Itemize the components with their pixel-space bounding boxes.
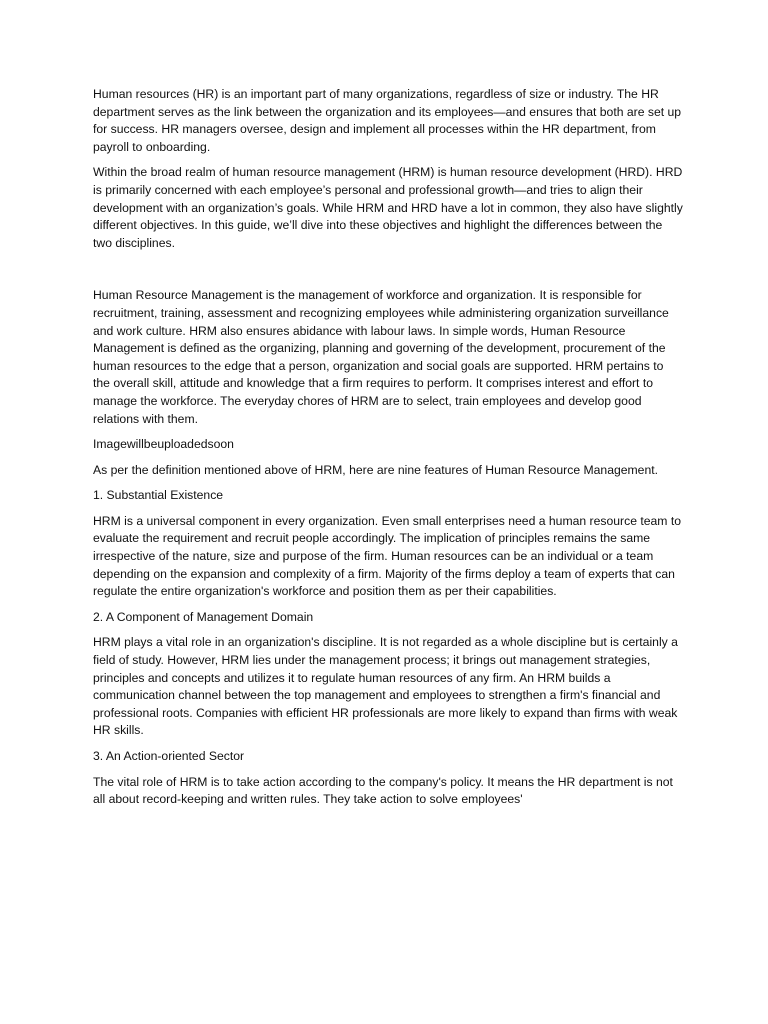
- paragraph-hrd-intro: Within the broad realm of human resource management (HRM) is human resource development (HRD). HRD is primarily concerned with each employee’s personal and professional growth—and tries to align their development with an organization’s goals. While HRM and HRD have a lot in common, they also have slightly different objectives. In this guide, we’ll dive into these objectives and highlight the differences between the two disciplines.: [93, 165, 683, 250]
- paragraph-hr-intro: Human resources (HR) is an important part of many organizations, regardless of size or industry. The HR department serves as the link between the organization and its employees—and ensures that both are set up for success. HR managers oversee, design and implement all processes within the HR department, from payroll to onboarding.: [93, 87, 682, 154]
- paragraph-hrm-definition: Human Resource Management is the management of workforce and organization. It is responsible for recruitment, training, assessment and recognizing employees while administering organization surveillance and work culture. HRM also ensures abidance with labour laws. In simple words, Human Resource Management is defined as the organizing, planning and governing of the development, procurement of the human resources to the edge that a person, organization and social goals are supported. HRM pertains to the overall skill, attitude and knowledge that a firm requires to perform. It comprises interest and effort to manage the workforce. The everyday chores of HRM are to select, train employees and develop good relations with them.: [93, 288, 669, 426]
- paragraph-substantial-existence: HRM is a universal component in every organization. Even small enterprises need a human resource team to evaluate the requirement and recruit people accordingly. The implication of principles remains the same irrespective of the nature, size and purpose of the firm. Human resources can be an individual or a team depending on the expansion and complexity of a firm. Majority of the firms deploy a team of experts that can regulate the entire organization's workforce and position them as per their capabilities.: [93, 513, 681, 599]
- heading-action-oriented: 3. An Action-oriented Sector: [93, 749, 245, 763]
- spacer: [93, 260, 683, 287]
- document-body: [93, 86, 683, 817]
- paragraph-features-intro: As per the definition mentioned above of HRM, here are nine features of Human Resource Management.: [93, 462, 659, 477]
- image-placeholder-text: Imagewillbeuploadedsoon: [93, 437, 234, 452]
- paragraph-management-domain: HRM plays a vital role in an organization's discipline. It is not regarded as a whole discipline but is certainly a field of study. However, HRM lies under the management process; it brings out management strategies, principles and concepts and utilizes it to regulate human resources of any firm. An HRM builds a communication channel between the top management and employees to strengthen a firm's financial and professional roots. Companies with efficient HR professionals are more likely to expand than firms with weak HR skills.: [93, 635, 678, 738]
- heading-management-domain: 2. A Component of Management Domain: [93, 609, 314, 624]
- heading-substantial-existence: 1. Substantial Existence: [93, 488, 224, 503]
- paragraph-action-oriented: The vital role of HRM is to take action according to the company's policy. It means the HR department is not all about record-keeping and written rules. They take action to solve employees': [93, 774, 673, 807]
